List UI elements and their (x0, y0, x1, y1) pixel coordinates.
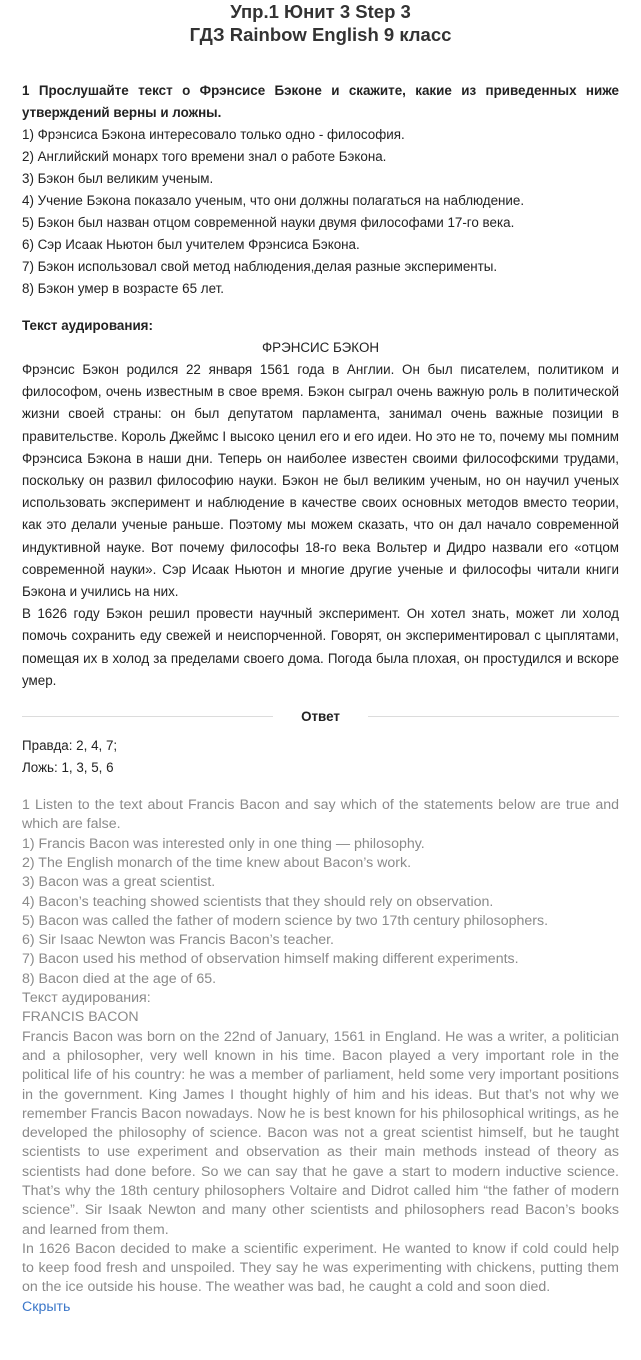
task-statement: 6) Сэр Исаак Ньютон был учителем Фрэнсиса Бэкона. (22, 237, 360, 252)
task-block (22, 80, 619, 300)
task-statement: 5) Бэкон был назван отцом современной науки двумя философами 17-го века. (22, 215, 515, 230)
english-heading: 1 Listen to the text about Francis Bacon and say which of the statements below are true and which are false. (22, 797, 619, 833)
listening-heading: Текст аудирования: (22, 318, 153, 333)
hide-translation-link[interactable]: Скрыть (22, 1298, 71, 1315)
answer-separator (22, 705, 619, 727)
task-heading: 1 Прослушайте текст о Фрэнсисе Бэконе и скажите, какие из приведенных ниже утверждений верны и ложны. (22, 83, 619, 120)
task-statement: 4) Учение Бэкона показало ученым, что они должны полагаться на наблюдение. (22, 193, 525, 208)
listening-paragraph-1: Фрэнсис Бэкон родился 22 января 1561 года в Англии. Он был писателем, политиком и философом, очень известным в свое время. Бэкон сыграл очень важную роль в политической жизни своей страны: он был депутатом парламента, занимал очень важные позиции в правительстве. Король Джеймс I высоко ценил его и его идеи. Но это не то, почему мы помним Фрэнсиса Бэкона в наши дни. Теперь он наиболее известен своими философскими трудами, поскольку он развил философию науки. Бэкон не был великим ученым, но он научил ученых использовать эксперимент и наблюдение в качестве своих основных методов вместо теории, как это делали ученые раньше. Поэтому мы можем сказать, что он дал начало современной индуктивной науке. Вот почему философы 18-го века Вольтер и Дидро назвали его «отцом современной науки». Сэр Исаак Ньютон и многие другие ученые и философы читали книги Бэкона и учились на них. (22, 362, 619, 600)
title-line-2: ГДЗ Rainbow English 9 класс (189, 24, 452, 45)
answer-label: Ответ (301, 708, 340, 724)
english-statement: 3) Bacon was a great scientist. (22, 874, 216, 891)
page-title (22, 0, 619, 46)
english-subtitle: FRANCIS BACON (22, 1009, 139, 1026)
english-statement: 4) Bacon’s teaching showed scientists that they should rely on observation. (22, 893, 494, 910)
english-statement: 8) Bacon died at the age of 65. (22, 970, 217, 987)
separator-line-left (22, 716, 273, 717)
english-statement: 2) The English monarch of the time knew about Bacon’s work. (22, 854, 412, 871)
answer-false: Ложь: 1, 3, 5, 6 (22, 760, 114, 776)
english-paragraph-2: In 1626 Bacon decided to make a scientific experiment. He wanted to know if cold could help to keep food fresh and unspoiled. They say he was experimenting with chickens, putting them on the ice outside his house. The weather was bad, he caught a cold and soon died. (22, 1240, 619, 1296)
task-statement: 2) Английский монарх того времени знал о работе Бэкона. (22, 149, 387, 164)
title-line-1: Упр.1 Юнит 3 Step 3 (230, 1, 411, 22)
listening-subtitle: ФРЭНСИС БЭКОН (261, 340, 380, 355)
separator-line-right (368, 716, 619, 717)
english-statement: 6) Sir Isaac Newton was Francis Bacon’s teacher. (22, 932, 334, 949)
english-translation (22, 796, 619, 1317)
english-statement: 1) Francis Bacon was interested only in one thing — philosophy. (22, 835, 425, 852)
listening-paragraph-2: В 1626 году Бэкон решил провести научный эксперимент. Он хотел знать, может ли холод помочь сохранить еду свежей и неиспорченной. Говорят, он экспериментировал с цыплятами, помещая их в холод за пределами своего дома. Погода была плохая, он простудился и вскоре умер. (22, 606, 619, 688)
task-statement: 3) Бэкон был великим ученым. (22, 171, 214, 186)
english-listening-heading: Текст аудирования: (22, 990, 151, 1007)
english-paragraph-1: Francis Bacon was born on the 22nd of January, 1561 in England. He was a writer, a politician and a philosopher, very well known in his time. Bacon played a very important role in the political life of his country: he was a member of parliament, held some very important positions in the government. King James I thought highly of him and his ideas. But that’s not why we remember Francis Bacon nowadays. Now he is best known for his philosophical writings, as he developed the philosophy of science. Bacon was not a great scientist himself, but he taught scientists to use experiment and observation as their main methods instead of theory as scientists had done before. So we can say that he gave a start to modern inductive science. That’s why the 18th century philosophers Voltaire and Didrot called him “the father of modern science”. Sir Isaak Newton and many other scientists and philosophers read Bacon’s books and learned from them. (22, 1028, 619, 1238)
task-statement: 8) Бэкон умер в возрасте 65 лет. (22, 281, 224, 296)
answer-true: Правда: 2, 4, 7; (22, 738, 118, 754)
answer-block (22, 735, 619, 779)
task-statement: 7) Бэкон использовал свой метод наблюдения,делая разные эксперименты. (22, 259, 498, 274)
english-statement: 7) Bacon used his method of observation himself making different experiments. (22, 951, 519, 968)
task-statement: 1) Фрэнсиса Бэкона интересовало только одно - философия. (22, 127, 405, 142)
english-statement: 5) Bacon was called the father of modern science by two 17th century philosophers. (22, 912, 549, 929)
